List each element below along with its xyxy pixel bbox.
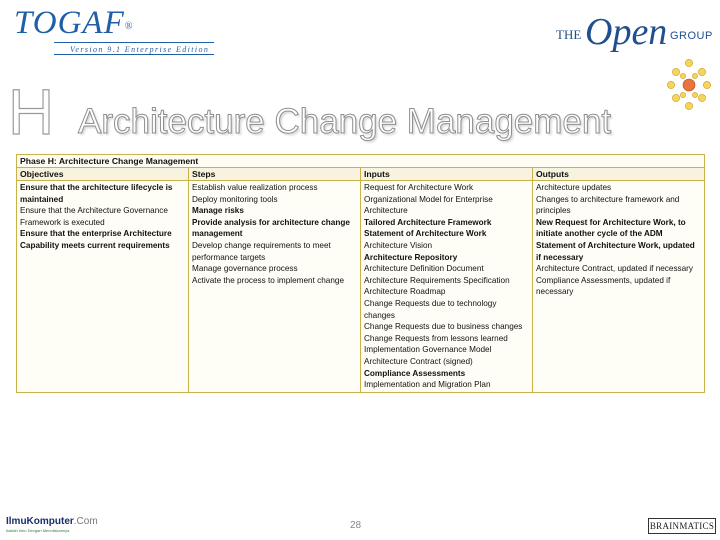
input-item: Implementation Governance Model [364,345,492,355]
column-header-objectives: Objectives [17,168,189,181]
ilmukomputer-logo [6,516,96,540]
input-item: Compliance Assessments [364,368,466,378]
objective-item: Ensure that the Architecture Governance Framework is executed [20,206,168,227]
objective-item: Ensure that the enterprise Architecture Capability meets current requirements [20,229,172,250]
input-item: Architecture Vision [364,240,433,250]
output-item: Architecture Contract, updated if necessary [536,264,694,274]
input-item: Change Requests due to technology changes [364,298,497,320]
input-item: Request for Architecture Work [364,183,474,192]
input-item: Implementation and Migration Plan [364,380,491,390]
togaf-rule-bottom [54,54,214,55]
output-item: Statement of Architecture Work, updated if necessary [536,240,695,262]
site-tagline: Ikatlah Ilmu Dengan Menuliskannya [6,528,70,533]
togaf-brand: TOGAF [14,5,125,41]
togaf-registered-mark: ® [124,21,134,32]
open-group-open: Open [585,11,668,53]
input-item: Architecture Definition Document [364,264,484,274]
table-caption: Phase H: Architecture Change Management [17,155,705,168]
column-header-steps: Steps [189,168,361,181]
site-name: IlmuKomputer [6,516,74,527]
page-title: Architecture Change Management [78,102,612,141]
step-item: Activate the process to implement change [192,275,345,285]
step-item: Establish value realization process [192,183,318,192]
steps-cell [189,181,361,393]
objectives-cell [17,181,189,393]
togaf-version: Version 9.1 Enterprise Edition [70,45,210,54]
page-number: 28 [350,520,362,531]
input-item: Architecture Roadmap [364,287,446,297]
togaf-rule-top [54,42,214,43]
step-item: Manage governance process [192,264,298,274]
input-item: Tailored Architecture Framework [364,217,492,227]
input-item: Statement of Architecture Work [364,229,487,239]
slide-title [8,76,668,148]
step-item: Develop change requirements to meet performance targets [192,240,331,262]
open-group-logo [556,10,720,54]
outputs-cell [533,181,705,393]
output-item: Architecture updates [536,183,612,192]
output-item: Compliance Assessments, updated if necessary [536,275,671,297]
objective-item: Ensure that the architecture lifecycle is maintained [20,183,173,204]
output-item: Changes to architecture framework and principles [536,194,680,216]
column-header-outputs: Outputs [533,168,705,181]
togaf-logo [14,5,210,54]
step-item: Manage risks [192,206,244,216]
inputs-cell [361,181,533,393]
input-item: Change Requests due to business changes [364,322,523,332]
site-suffix: .Com [73,516,98,527]
phase-h-table [16,154,705,393]
input-item: Architecture Contract (signed) [364,356,473,366]
input-item: Organizational Model for Enterprise Architecture [364,194,493,216]
input-item: Change Requests from lessons learned [364,333,508,343]
output-item: New Request for Architecture Work, to initiate another cycle of the ADM [536,217,686,239]
open-group-the: THE [556,27,582,42]
brainmatics-logo: BRAINMATICS [648,518,716,534]
step-item: Provide analysis for architecture change management [192,217,350,239]
input-item: Architecture Repository [364,252,458,262]
open-group-group: GROUP [670,30,713,42]
column-header-inputs: Inputs [361,168,533,181]
adm-cycle-icon [664,58,714,112]
input-item: Architecture Requirements Specification [364,275,510,285]
phase-letter: H [8,76,55,148]
step-item: Deploy monitoring tools [192,194,278,204]
